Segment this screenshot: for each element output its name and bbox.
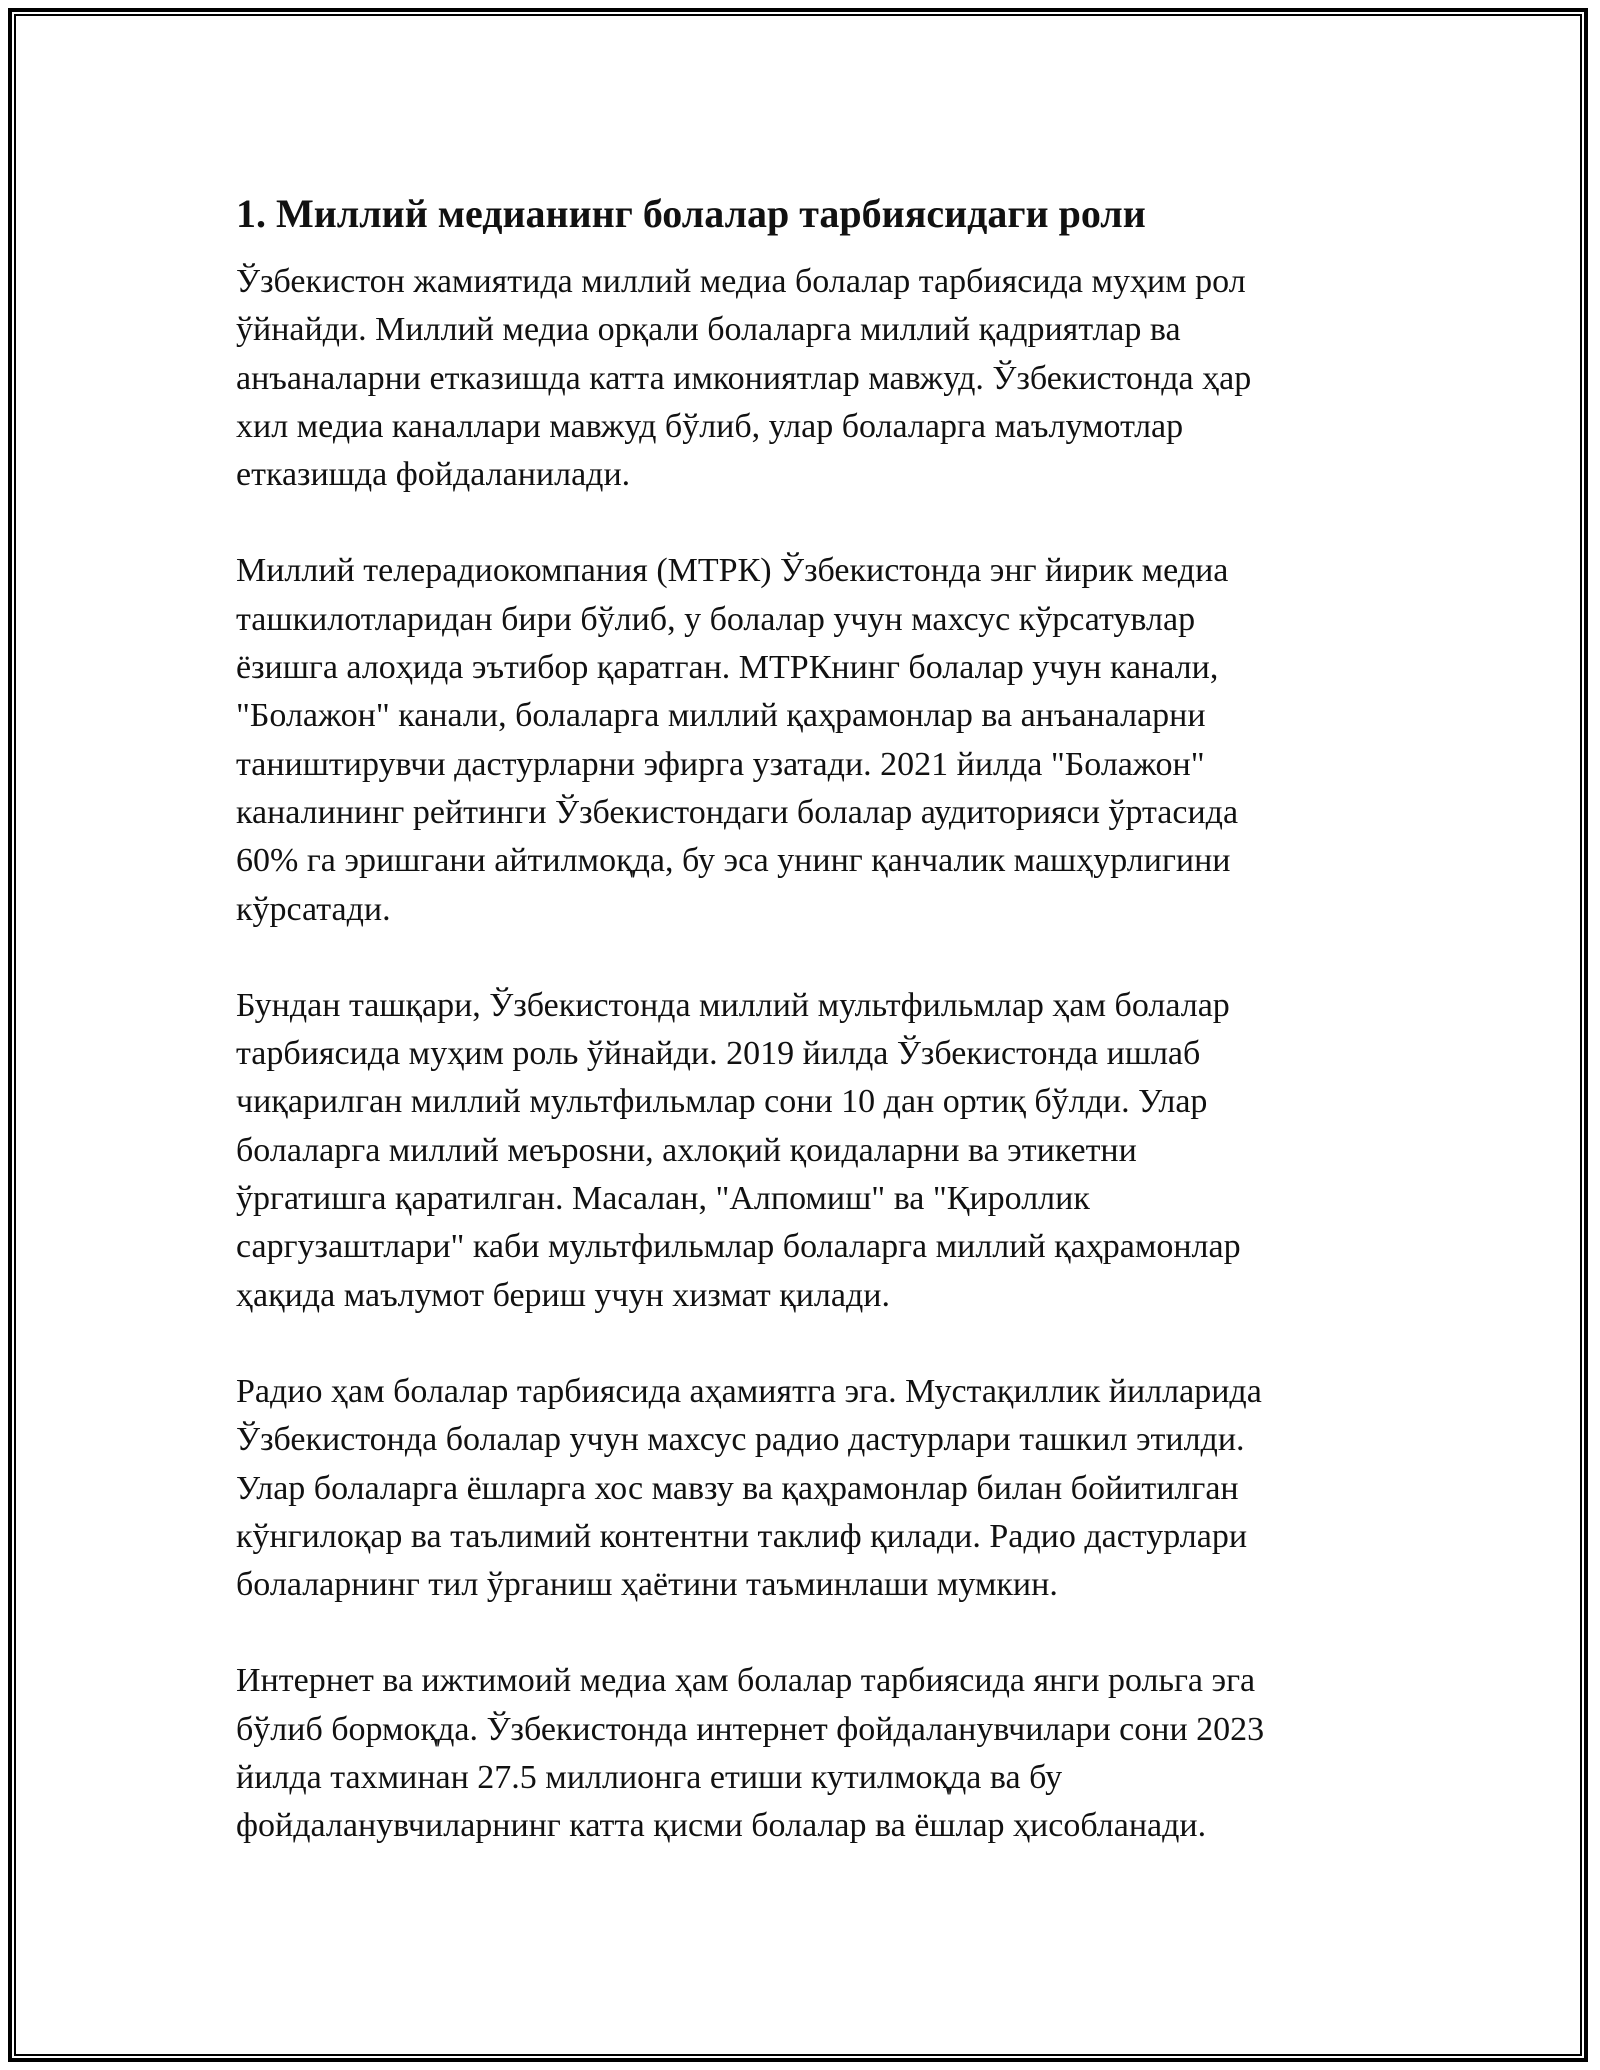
text-line: Улар болаларга ёшларга хос мавзу ва қаҳрамонлар билан бойитилган [236,1469,1239,1507]
paragraph-5 [236,1657,1386,1850]
text-line: етказишда фойдаланилади. [236,456,631,494]
text-line: йилда тахминан 27.5 миллионга етиши кутилмоқда ва бу [236,1759,1063,1797]
text-line: Бундан ташқари, Ўзбекистонда миллий мультфильмлар ҳам болалар [236,986,1230,1024]
text-line: бўлиб бормоқда. Ўзбекистонда интернет фойдаланувчилари сони 2023 [236,1710,1265,1748]
text-line: анъаналарни етказишда катта имкониятлар мавжуд. Ўзбекистонда ҳар [236,359,1252,397]
section-heading: 1. Миллий медианинг болалар тарбиясидаги роли [236,191,1146,236]
text-line: Ўзбекистон жамиятида миллий медиа болалар тарбиясида муҳим рол [236,263,1246,300]
text-line: ўргатишга қаратилган. Масалан, "Алпомиш" ва "Қироллик [236,1180,1090,1218]
text-line: Миллий телерадиокомпания (МТРК) Ўзбекистонда энг йирик медиа [236,552,1229,590]
text-line: таништирувчи дастурларни эфирга узатади. 2021 йилда "Болажон" [236,745,1205,783]
text-line: Интернет ва ижтимоий медиа ҳам болалар тарбиясида янги рольга эга [236,1662,1256,1700]
paragraph-2 [236,547,1386,933]
text-line: ўйнайди. Миллий медиа орқали болаларга миллий қадриятлар ва [236,311,1181,349]
text-line: фойдаланувчиларнинг катта қисми болалар ва ёшлар ҳисобланади. [236,1807,1207,1845]
text-line: тарбиясида муҳим роль ўйнайди. 2019 йилда Ўзбекистонда ишлаб [236,1035,1201,1073]
text-line: кўрсатади. [236,890,391,928]
text-line: Радио ҳам болалар тарбиясида аҳамиятга эга. Мустақиллик йилларида [236,1372,1262,1410]
text-line: саргузаштлари" каби мультфильмлар болаларга миллий қаҳрамонлар [236,1228,1241,1266]
text-line: каналининг рейтинги Ўзбекистондаги болалар аудиторияси ўртасида [236,793,1239,831]
text-line: "Болажон" канали, болаларга миллий қаҳрамонлар ва анъаналарни [236,697,1206,735]
text-line: хил медиа каналлари мавжуд бўлиб, улар болаларга маълумотлар [236,407,1184,445]
paragraph-1 [236,258,1386,499]
text-line: болаларга миллий меърosни, ахлоқий қоидаларни ва этикетни [236,1131,1137,1169]
text-line: болаларнинг тил ўрганиш ҳаётини таъминлаши мумкин. [236,1566,1058,1604]
text-line: ташкилотларидан бири бўлиб, у болалар учун махсус кўрсатувлар [236,600,1196,638]
text-line: ҳақида маълумот бериш учун хизмат қилади. [236,1276,890,1314]
paragraph-3 [236,982,1386,1320]
text-line: ёзишга алоҳида эътибор қаратган. МТРКнинг болалар учун канали, [236,649,1219,687]
document-body [236,188,1386,1899]
paragraph-4 [236,1368,1386,1609]
text-line: Ўзбекистонда болалар учун махсус радио дастурлари ташкил этилди. [236,1421,1245,1459]
text-line: чиқарилган миллий мультфильмлар сони 10 дан ортиқ бўлди. Улар [236,1083,1208,1121]
text-line: 60% га эришгани айтилмоқда, бу эса унинг қанчалик машҳурлигини [236,842,1231,880]
text-line: кўнгилоқар ва таълимий контентни таклиф қилади. Радио дастурлари [236,1517,1248,1555]
